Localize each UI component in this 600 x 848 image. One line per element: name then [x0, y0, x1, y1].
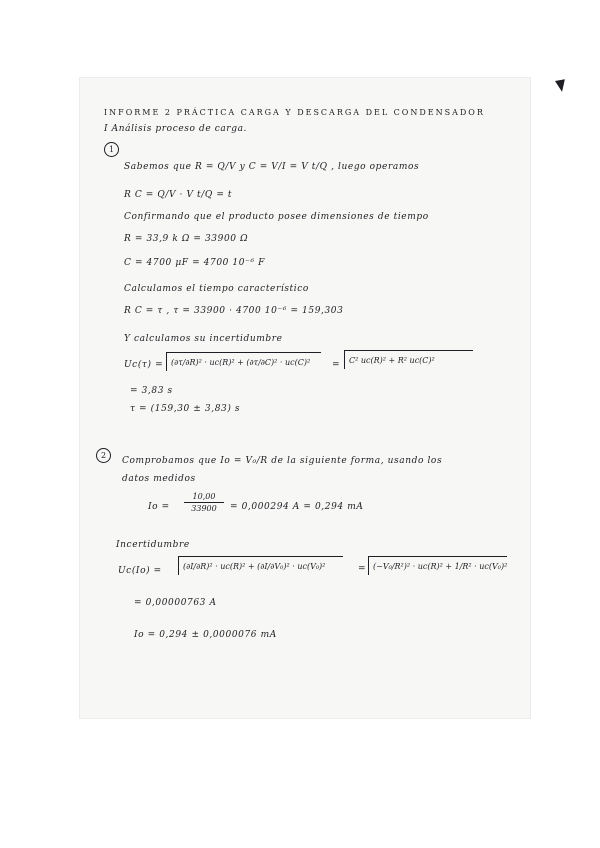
report-title: INFORME 2 PRÁCTICA CARGA Y DESCARGA DEL CONDENSADOR — [104, 108, 485, 117]
fraction-numerator: 10,00 — [192, 492, 216, 501]
text-line: datos medidos — [122, 474, 196, 484]
text-line: Calculamos el tiempo característico — [124, 284, 309, 294]
data-line: R = 33,9 k Ω = 33900 Ω — [124, 234, 249, 244]
equals-sign: = — [358, 564, 367, 574]
text-line: Sabemos que R = Q/V y C = V/I = V t/Q , luego operamos — [124, 162, 420, 172]
result-line: τ = (159,30 ± 3,83) s — [130, 404, 241, 414]
result-line: = 0,00000763 A — [134, 598, 217, 608]
text-line: Comprobamos que Io = V₀/R de la siguiente forma, usando los — [122, 456, 443, 466]
sqrt-expression: (∂I/∂R)² · uc(R)² + (∂I/∂V₀)² · uc(V₀)² — [178, 556, 343, 575]
section-heading: I Análisis proceso de carga. — [104, 124, 248, 134]
text-line: Incertidumbre — [116, 540, 190, 550]
formula-label: Uc(τ) = — [124, 360, 164, 370]
paper-sheet — [80, 78, 530, 718]
fraction — [184, 492, 224, 513]
result-line: Io = 0,294 ± 0,0000076 mA — [134, 630, 277, 640]
fraction-denominator: 33900 — [191, 504, 217, 513]
item-number-1: 1 — [104, 142, 119, 157]
sqrt-expression: (−V₀/R²)² · uc(R)² + 1/R² · uc(V₀)² — [368, 556, 507, 575]
formula-line: = 0,000294 A = 0,294 mA — [230, 502, 364, 512]
data-line: C = 4700 μF = 4700 10⁻⁶ F — [124, 258, 265, 268]
item-number-2: 2 — [96, 448, 111, 463]
text-line: Confirmando que el producto posee dimensiones de tiempo — [124, 212, 429, 222]
formula-label: Io = — [148, 502, 170, 512]
text-line: Y calculamos su incertidumbre — [124, 334, 283, 344]
formula-label: Uc(Io) = — [118, 566, 162, 576]
sqrt-expression: C² uc(R)² + R² uc(C)² — [344, 350, 473, 369]
formula-line: R C = τ , τ = 33900 · 4700 10⁻⁶ = 159,303 — [124, 306, 344, 316]
pen-mark — [555, 79, 567, 93]
result-line: = 3,83 s — [130, 386, 173, 396]
formula-line: R C = Q/V · V t/Q = t — [124, 190, 233, 200]
equals-sign: = — [332, 360, 341, 370]
sqrt-expression: (∂τ/∂R)² · uc(R)² + (∂τ/∂C)² · uc(C)² — [166, 352, 321, 371]
